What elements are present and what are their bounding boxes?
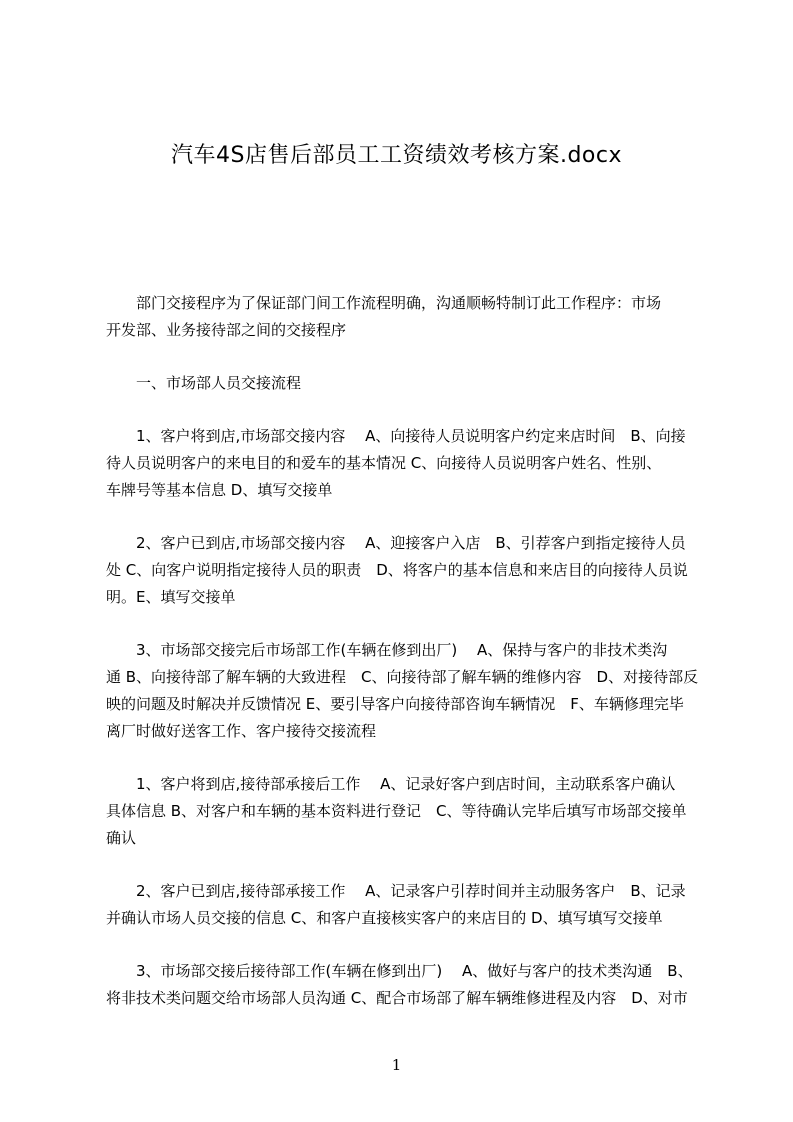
paragraph-line: 开发部、业务接待部之间的交接程序 <box>106 321 347 339</box>
paragraph-line: 处 C、向客户说明指定接待人员的职责 D、将客户的基本信息和来店目的向接待人员说 <box>106 561 688 579</box>
paragraph <box>106 370 698 397</box>
paragraph <box>106 771 698 852</box>
paragraph <box>106 878 698 932</box>
document-title: 汽车4S店售后部员工工资绩效考核方案.docx <box>171 143 622 168</box>
paragraph-line: 3、市场部交接完后市场部工作(车辆在修到出厂) A、保持与客户的非技术类沟 <box>136 641 668 659</box>
paragraph-line: 待人员说明客户的来电目的和爱车的基本情况 C、向接待人员说明客户姓名、性别、 <box>106 454 662 472</box>
paragraph-line: 2、客户已到店,市场部交接内容 A、迎接客户入店 B、引荐客户到指定接待人员 <box>136 534 686 552</box>
paragraph-line: 并确认市场人员交接的信息 C、和客户直接核实客户的来店目的 D、填写填写交接单 <box>106 909 663 927</box>
paragraph <box>106 637 698 745</box>
paragraph <box>106 423 698 504</box>
paragraph-line: 明。E、填写交接单 <box>106 588 236 606</box>
paragraph-line: 将非技术类问题交给市场部人员沟通 C、配合市场部了解车辆维修进程及内容 D、对市 <box>106 989 688 1007</box>
paragraph-line: 离厂时做好送客工作、客户接待交接流程 <box>106 722 377 740</box>
paragraph <box>106 530 698 611</box>
paragraph <box>106 958 698 1012</box>
paragraph-line: 部门交接程序为了保证部门间工作流程明确，沟通顺畅特制订此工作程序：市场 <box>136 294 662 312</box>
paragraph-line: 具体信息 B、对客户和车辆的基本资料进行登记 C、等待确认完毕后填写市场部交接单 <box>106 802 687 820</box>
document-body <box>106 290 698 1038</box>
paragraph-line: 2、客户已到店,接待部承接工作 A、记录客户引荐时间并主动服务客户 B、记录 <box>136 882 686 900</box>
paragraph-line: 车牌号等基本信息 D、填写交接单 <box>106 481 333 499</box>
paragraph <box>106 290 698 344</box>
paragraph-line: 确认 <box>106 829 137 847</box>
paragraph-line: 一、市场部人员交接流程 <box>136 374 302 392</box>
paragraph-line: 3、市场部交接后接待部工作(车辆在修到出厂) A、做好与客户的技术类沟通 B、 <box>136 962 693 980</box>
paragraph-line: 通 B、向接待部了解车辆的大致进程 C、向接待部了解车辆的维修内容 D、对接待部反 <box>106 668 698 686</box>
paragraph-line: 1、客户将到店,接待部承接后工作 A、记录好客户到店时间，主动联系客户确认 <box>136 775 676 793</box>
paragraph-line: 映的问题及时解决并反馈情况 E、要引导客户向接待部咨询车辆情况 F、车辆修理完毕 <box>106 695 684 713</box>
page-number: 1 <box>391 1056 402 1074</box>
paragraph-line: 1、客户将到店,市场部交接内容 A、向接待人员说明客户约定来店时间 B、向接 <box>136 427 686 445</box>
